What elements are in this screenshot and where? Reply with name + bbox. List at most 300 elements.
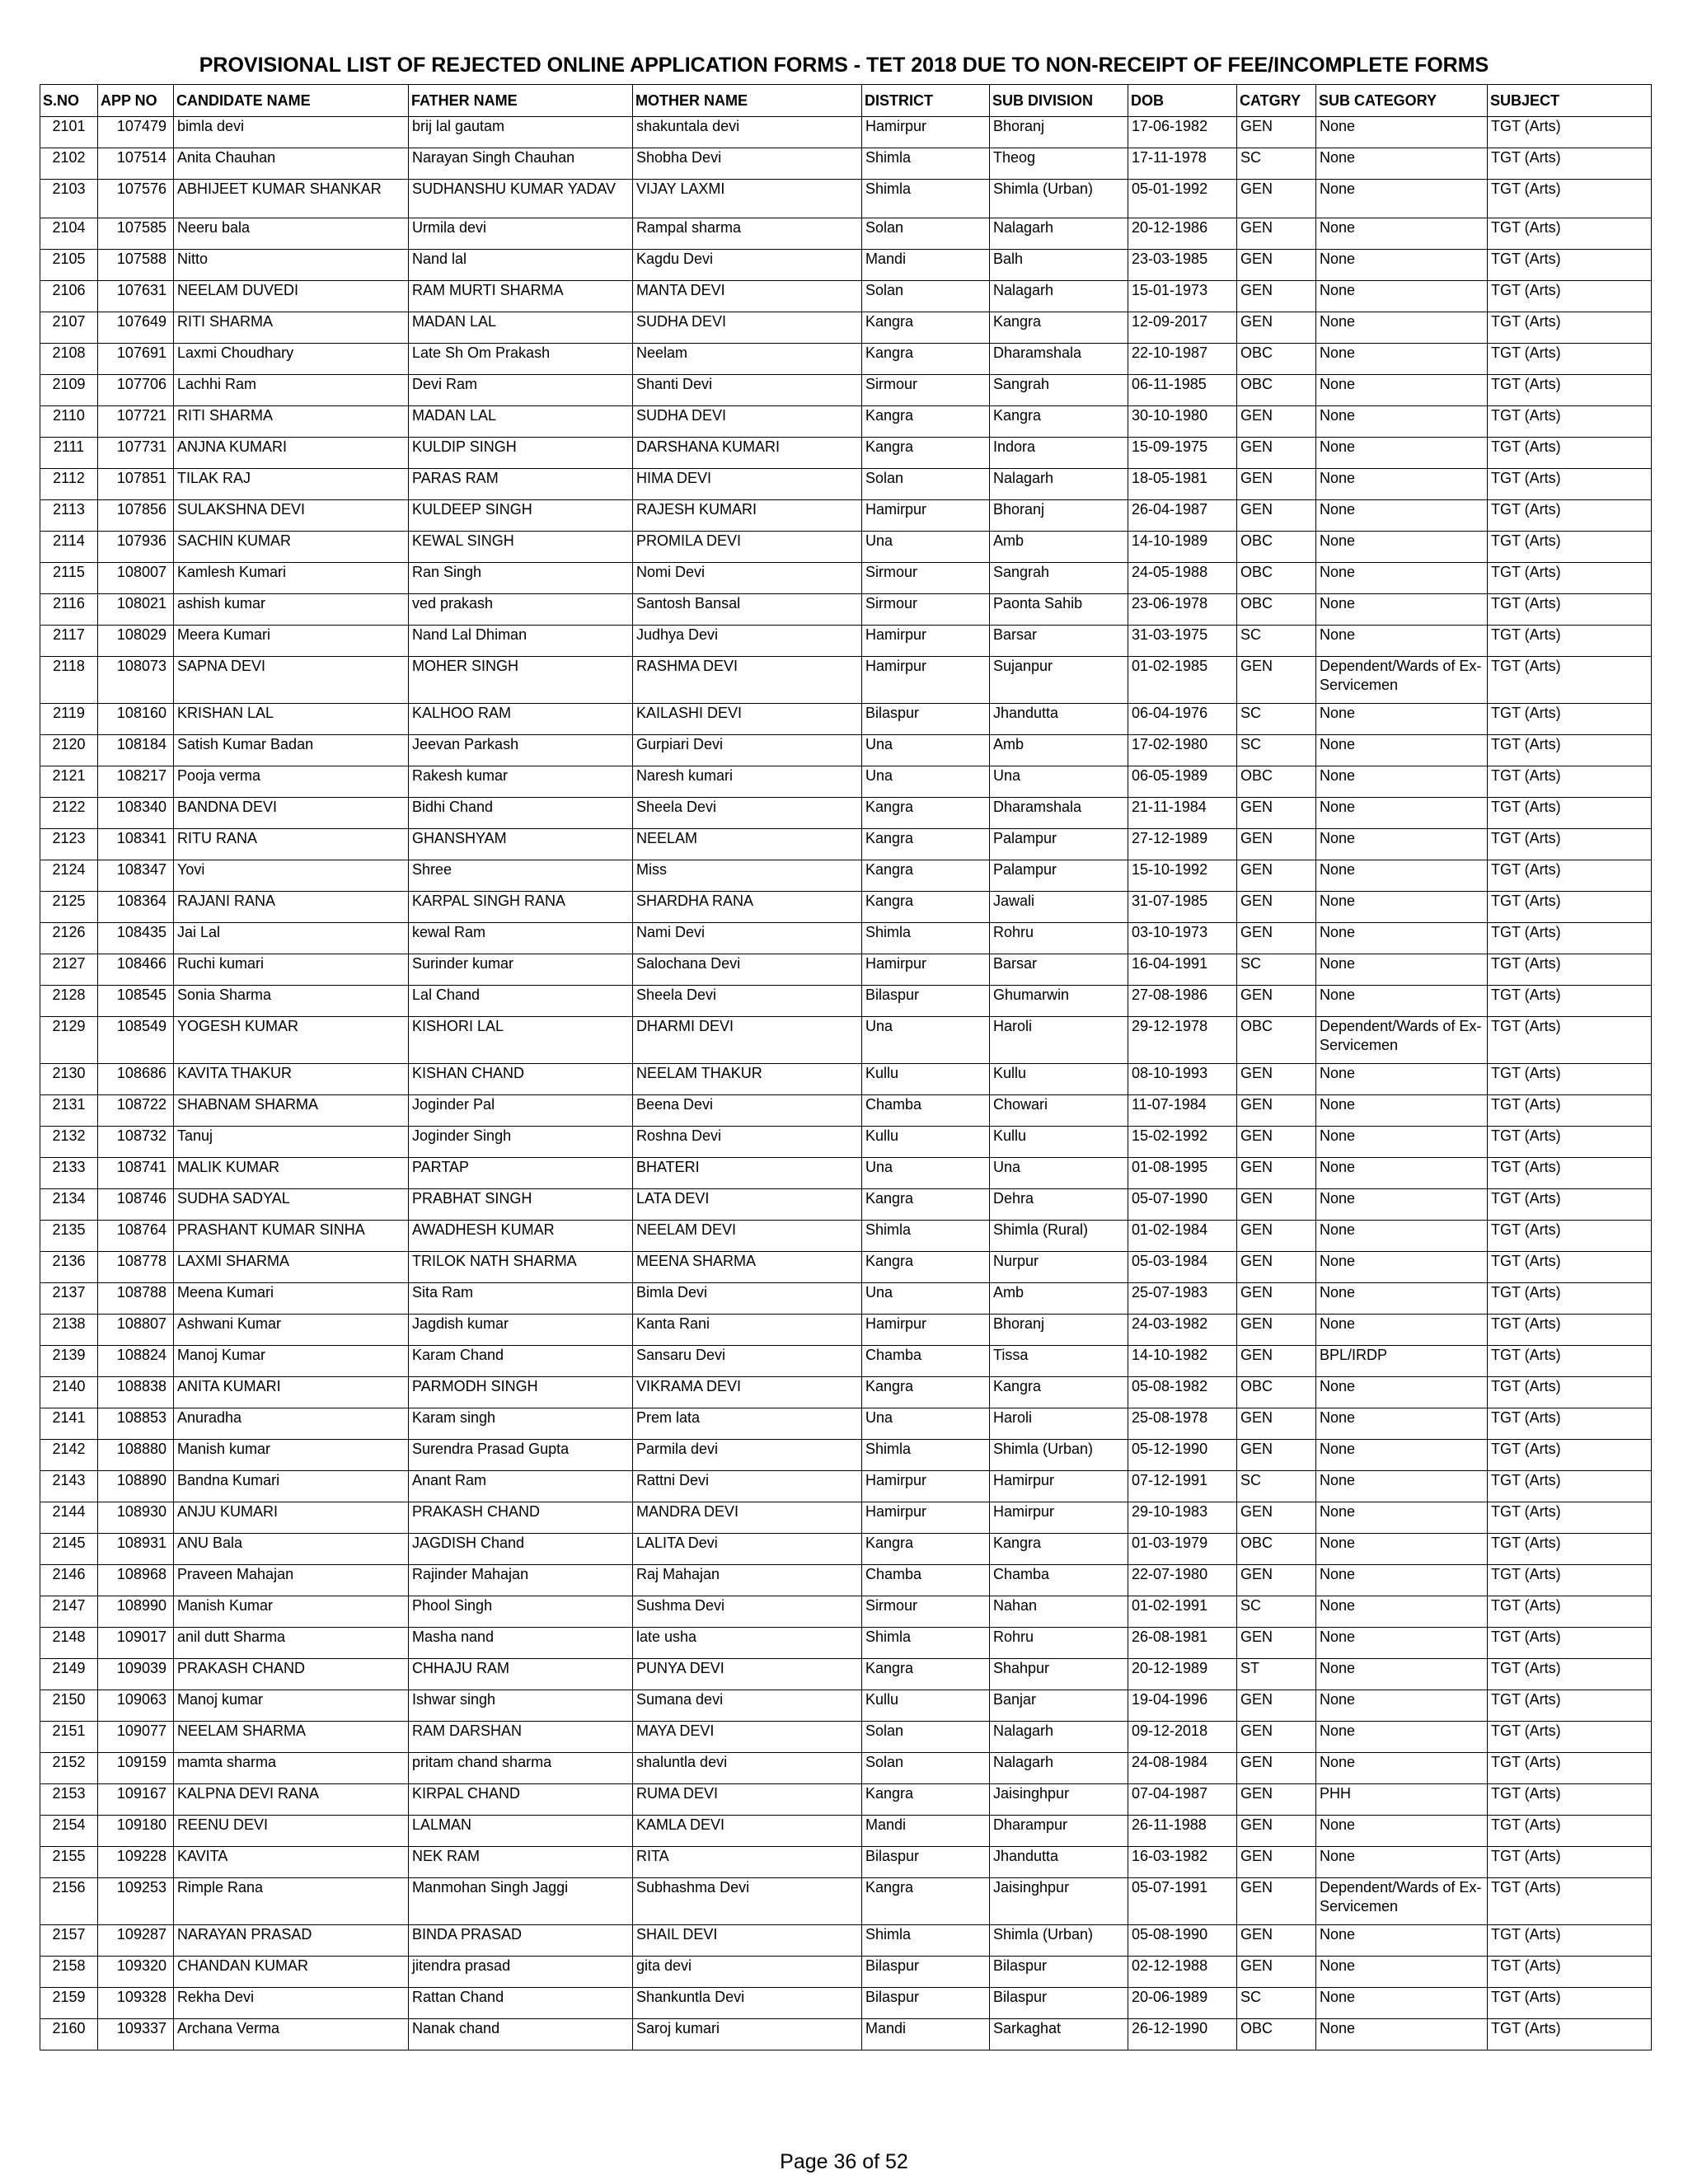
cell-mother-name: NEELAM DEVI (633, 1221, 862, 1252)
cell-category: GEN (1237, 312, 1316, 344)
table-row (40, 1816, 1652, 1847)
cell-sub-category: None (1316, 469, 1488, 500)
cell-subject: TGT (Arts) (1488, 344, 1652, 375)
cell-category: GEN (1237, 117, 1316, 148)
cell-dob: 30-10-1980 (1128, 406, 1237, 438)
cell-mother-name: RITA (633, 1847, 862, 1878)
cell-mother-name: gita devi (633, 1957, 862, 1988)
cell-dob: 20-12-1986 (1128, 218, 1237, 250)
cell-district: Shimla (862, 1925, 990, 1957)
cell-mother-name: NEELAM THAKUR (633, 1064, 862, 1095)
cell-mother-name: Salochana Devi (633, 954, 862, 986)
cell-sub-category: None (1316, 766, 1488, 798)
cell-sub-division: Kangra (990, 312, 1128, 344)
cell-subject: TGT (Arts) (1488, 180, 1652, 218)
cell-sub-division: Nalagarh (990, 281, 1128, 312)
cell-app-no: 109159 (98, 1753, 174, 1784)
table-row (40, 532, 1652, 563)
cell-app-no: 108778 (98, 1252, 174, 1283)
table-row (40, 344, 1652, 375)
cell-app-no: 108890 (98, 1471, 174, 1502)
cell-category: GEN (1237, 1127, 1316, 1158)
cell-category: SC (1237, 1988, 1316, 2019)
cell-father-name: ved prakash (409, 594, 633, 626)
cell-category: OBC (1237, 2019, 1316, 2050)
cell-app-no: 108364 (98, 892, 174, 923)
cell-mother-name: Prem lata (633, 1408, 862, 1440)
cell-category: OBC (1237, 1017, 1316, 1064)
cell-district: Kullu (862, 1690, 990, 1722)
cell-mother-name: Bimla Devi (633, 1283, 862, 1315)
cell-category: GEN (1237, 218, 1316, 250)
cell-sub-division: Nalagarh (990, 218, 1128, 250)
cell-father-name: Nand lal (409, 250, 633, 281)
cell-sno: 2126 (40, 923, 98, 954)
cell-app-no: 108466 (98, 954, 174, 986)
cell-sub-division: Dharampur (990, 1816, 1128, 1847)
table-row (40, 1471, 1652, 1502)
cell-app-no: 109328 (98, 1988, 174, 2019)
cell-father-name: Masha nand (409, 1628, 633, 1659)
cell-district: Kangra (862, 312, 990, 344)
cell-dob: 06-11-1985 (1128, 375, 1237, 406)
cell-sub-division: Palampur (990, 829, 1128, 860)
cell-dob: 01-02-1985 (1128, 657, 1237, 704)
table-row (40, 954, 1652, 986)
table-row (40, 735, 1652, 766)
cell-category: GEN (1237, 469, 1316, 500)
cell-candidate-name: RITU RANA (174, 829, 409, 860)
cell-father-name: Rajinder Mahajan (409, 1565, 633, 1596)
cell-district: Kullu (862, 1064, 990, 1095)
table-row (40, 1095, 1652, 1127)
cell-mother-name: NEELAM (633, 829, 862, 860)
table-row (40, 986, 1652, 1017)
table-row (40, 1847, 1652, 1878)
cell-subject: TGT (Arts) (1488, 1659, 1652, 1690)
cell-sno: 2110 (40, 406, 98, 438)
cell-app-no: 107691 (98, 344, 174, 375)
cell-sub-division: Una (990, 1158, 1128, 1189)
cell-app-no: 108880 (98, 1440, 174, 1471)
table-row (40, 1283, 1652, 1315)
cell-candidate-name: Manoj kumar (174, 1690, 409, 1722)
cell-candidate-name: SHABNAM SHARMA (174, 1095, 409, 1127)
col-header-father-name: FATHER NAME (409, 85, 633, 117)
table-row (40, 1346, 1652, 1377)
table-row (40, 1878, 1652, 1925)
cell-district: Una (862, 1283, 990, 1315)
table-row (40, 469, 1652, 500)
cell-district: Una (862, 1017, 990, 1064)
cell-candidate-name: Rekha Devi (174, 1988, 409, 2019)
cell-app-no: 108931 (98, 1534, 174, 1565)
cell-sno: 2135 (40, 1221, 98, 1252)
cell-mother-name: KAILASHI DEVI (633, 704, 862, 735)
cell-sub-category: None (1316, 892, 1488, 923)
cell-dob: 25-08-1978 (1128, 1408, 1237, 1440)
cell-category: GEN (1237, 829, 1316, 860)
cell-sub-category: None (1316, 1315, 1488, 1346)
cell-app-no: 108838 (98, 1377, 174, 1408)
cell-father-name: GHANSHYAM (409, 829, 633, 860)
cell-candidate-name: MALIK KUMAR (174, 1158, 409, 1189)
cell-sub-category: None (1316, 1753, 1488, 1784)
cell-mother-name: Miss (633, 860, 862, 892)
cell-district: Kangra (862, 438, 990, 469)
cell-sno: 2138 (40, 1315, 98, 1346)
cell-dob: 05-08-1982 (1128, 1377, 1237, 1408)
cell-dob: 29-12-1978 (1128, 1017, 1237, 1064)
table-row (40, 1753, 1652, 1784)
cell-subject: TGT (Arts) (1488, 1816, 1652, 1847)
cell-candidate-name: Ashwani Kumar (174, 1315, 409, 1346)
cell-category: OBC (1237, 1377, 1316, 1408)
cell-mother-name: MEENA SHARMA (633, 1252, 862, 1283)
cell-father-name: Phool Singh (409, 1596, 633, 1628)
cell-father-name: Manmohan Singh Jaggi (409, 1878, 633, 1925)
cell-subject: TGT (Arts) (1488, 892, 1652, 923)
table-row (40, 250, 1652, 281)
cell-app-no: 108073 (98, 657, 174, 704)
cell-sub-category: None (1316, 1252, 1488, 1283)
cell-father-name: LALMAN (409, 1816, 633, 1847)
cell-candidate-name: SACHIN KUMAR (174, 532, 409, 563)
table-row (40, 1502, 1652, 1534)
cell-sno: 2152 (40, 1753, 98, 1784)
cell-subject: TGT (Arts) (1488, 798, 1652, 829)
cell-app-no: 108824 (98, 1346, 174, 1377)
cell-father-name: AWADHESH KUMAR (409, 1221, 633, 1252)
table-row (40, 704, 1652, 735)
cell-district: Bilaspur (862, 1957, 990, 1988)
cell-father-name: KARPAL SINGH RANA (409, 892, 633, 923)
cell-sub-category: PHH (1316, 1784, 1488, 1816)
cell-sub-division: Jhandutta (990, 1847, 1128, 1878)
cell-sub-category: None (1316, 1471, 1488, 1502)
cell-mother-name: BHATERI (633, 1158, 862, 1189)
cell-sub-division: Ghumarwin (990, 986, 1128, 1017)
cell-father-name: Nanak chand (409, 2019, 633, 2050)
cell-category: GEN (1237, 1346, 1316, 1377)
cell-dob: 22-10-1987 (1128, 344, 1237, 375)
cell-dob: 24-08-1984 (1128, 1753, 1237, 1784)
cell-candidate-name: Manish Kumar (174, 1596, 409, 1628)
cell-sub-division: Hamirpur (990, 1502, 1128, 1534)
cell-sub-division: Nalagarh (990, 469, 1128, 500)
cell-mother-name: Naresh kumari (633, 766, 862, 798)
cell-category: GEN (1237, 1878, 1316, 1925)
table-row (40, 148, 1652, 180)
cell-sub-category: Dependent/Wards of Ex-Servicemen (1316, 657, 1488, 704)
cell-category: GEN (1237, 250, 1316, 281)
table-row (40, 829, 1652, 860)
cell-district: Solan (862, 281, 990, 312)
cell-father-name: PARMODH SINGH (409, 1377, 633, 1408)
cell-sno: 2105 (40, 250, 98, 281)
cell-sub-division: Una (990, 766, 1128, 798)
cell-sub-category: None (1316, 1925, 1488, 1957)
cell-sub-category: None (1316, 2019, 1488, 2050)
cell-district: Bilaspur (862, 986, 990, 1017)
cell-dob: 17-06-1982 (1128, 117, 1237, 148)
cell-father-name: KULDIP SINGH (409, 438, 633, 469)
cell-district: Kangra (862, 892, 990, 923)
cell-category: OBC (1237, 1534, 1316, 1565)
table-row (40, 1408, 1652, 1440)
cell-sub-division: Hamirpur (990, 1471, 1128, 1502)
cell-mother-name: LATA DEVI (633, 1189, 862, 1221)
cell-subject: TGT (Arts) (1488, 1440, 1652, 1471)
cell-father-name: Rakesh kumar (409, 766, 633, 798)
cell-sub-category: None (1316, 312, 1488, 344)
cell-sub-category: None (1316, 1189, 1488, 1221)
cell-sno: 2132 (40, 1127, 98, 1158)
cell-dob: 05-03-1984 (1128, 1252, 1237, 1283)
cell-district: Chamba (862, 1095, 990, 1127)
cell-candidate-name: ANJU KUMARI (174, 1502, 409, 1534)
cell-sub-division: Barsar (990, 954, 1128, 986)
cell-subject: TGT (Arts) (1488, 923, 1652, 954)
cell-sub-division: Sangrah (990, 563, 1128, 594)
cell-sno: 2155 (40, 1847, 98, 1878)
cell-app-no: 108746 (98, 1189, 174, 1221)
cell-candidate-name: TILAK RAJ (174, 469, 409, 500)
cell-father-name: KEWAL SINGH (409, 532, 633, 563)
cell-sno: 2159 (40, 1988, 98, 2019)
cell-mother-name: Saroj kumari (633, 2019, 862, 2050)
cell-category: GEN (1237, 180, 1316, 218)
cell-mother-name: SUDHA DEVI (633, 406, 862, 438)
cell-category: GEN (1237, 1753, 1316, 1784)
cell-dob: 15-01-1973 (1128, 281, 1237, 312)
cell-sno: 2157 (40, 1925, 98, 1957)
cell-mother-name: Sumana devi (633, 1690, 862, 1722)
cell-mother-name: Raj Mahajan (633, 1565, 862, 1596)
table-row (40, 1659, 1652, 1690)
cell-dob: 05-07-1991 (1128, 1878, 1237, 1925)
table-row (40, 1690, 1652, 1722)
cell-candidate-name: Nitto (174, 250, 409, 281)
cell-subject: TGT (Arts) (1488, 1064, 1652, 1095)
cell-mother-name: Neelam (633, 344, 862, 375)
cell-subject: TGT (Arts) (1488, 469, 1652, 500)
cell-dob: 14-10-1982 (1128, 1346, 1237, 1377)
cell-mother-name: KAMLA DEVI (633, 1816, 862, 1847)
cell-sub-division: Amb (990, 1283, 1128, 1315)
cell-mother-name: Beena Devi (633, 1095, 862, 1127)
cell-dob: 23-06-1978 (1128, 594, 1237, 626)
cell-subject: TGT (Arts) (1488, 1189, 1652, 1221)
cell-app-no: 107631 (98, 281, 174, 312)
col-header-sno: S.NO (40, 85, 98, 117)
col-header-mother-name: MOTHER NAME (633, 85, 862, 117)
cell-sub-division: Dharamshala (990, 798, 1128, 829)
cell-district: Kangra (862, 860, 990, 892)
cell-dob: 05-01-1992 (1128, 180, 1237, 218)
cell-category: OBC (1237, 375, 1316, 406)
cell-sno: 2139 (40, 1346, 98, 1377)
cell-sub-category: None (1316, 1816, 1488, 1847)
cell-candidate-name: NEELAM DUVEDI (174, 281, 409, 312)
cell-sub-division: Chamba (990, 1565, 1128, 1596)
cell-sub-category: BPL/IRDP (1316, 1346, 1488, 1377)
cell-sub-category: None (1316, 1283, 1488, 1315)
cell-subject: TGT (Arts) (1488, 532, 1652, 563)
cell-category: GEN (1237, 281, 1316, 312)
cell-father-name: CHHAJU RAM (409, 1659, 633, 1690)
cell-mother-name: MANTA DEVI (633, 281, 862, 312)
cell-category: GEN (1237, 438, 1316, 469)
cell-sno: 2127 (40, 954, 98, 986)
cell-dob: 15-10-1992 (1128, 860, 1237, 892)
cell-dob: 24-03-1982 (1128, 1315, 1237, 1346)
cell-sub-category: None (1316, 148, 1488, 180)
cell-candidate-name: ashish kumar (174, 594, 409, 626)
cell-district: Hamirpur (862, 657, 990, 704)
cell-dob: 12-09-2017 (1128, 312, 1237, 344)
cell-candidate-name: Yovi (174, 860, 409, 892)
cell-subject: TGT (Arts) (1488, 626, 1652, 657)
table-row (40, 1127, 1652, 1158)
cell-sub-division: Kullu (990, 1064, 1128, 1095)
cell-subject: TGT (Arts) (1488, 1346, 1652, 1377)
cell-candidate-name: Kamlesh Kumari (174, 563, 409, 594)
cell-district: Sirmour (862, 563, 990, 594)
cell-district: Chamba (862, 1346, 990, 1377)
cell-district: Una (862, 1408, 990, 1440)
cell-mother-name: Sushma Devi (633, 1596, 862, 1628)
cell-sub-category: None (1316, 1440, 1488, 1471)
cell-father-name: Joginder Singh (409, 1127, 633, 1158)
cell-subject: TGT (Arts) (1488, 500, 1652, 532)
cell-app-no: 107576 (98, 180, 174, 218)
cell-app-no: 108435 (98, 923, 174, 954)
cell-district: Solan (862, 1753, 990, 1784)
cell-sno: 2144 (40, 1502, 98, 1534)
cell-subject: TGT (Arts) (1488, 735, 1652, 766)
cell-candidate-name: PRAKASH CHAND (174, 1659, 409, 1690)
cell-subject: TGT (Arts) (1488, 563, 1652, 594)
cell-sub-division: Sarkaghat (990, 2019, 1128, 2050)
cell-app-no: 107851 (98, 469, 174, 500)
cell-category: SC (1237, 1596, 1316, 1628)
cell-mother-name: Rattni Devi (633, 1471, 862, 1502)
cell-district: Sirmour (862, 1596, 990, 1628)
cell-sub-division: Kullu (990, 1127, 1128, 1158)
cell-sub-category: None (1316, 1988, 1488, 2019)
cell-candidate-name: Pooja verma (174, 766, 409, 798)
cell-sub-category: None (1316, 1377, 1488, 1408)
cell-district: Kangra (862, 1377, 990, 1408)
cell-app-no: 108807 (98, 1315, 174, 1346)
cell-district: Kangra (862, 798, 990, 829)
cell-district: Sirmour (862, 375, 990, 406)
table-row (40, 798, 1652, 829)
cell-subject: TGT (Arts) (1488, 766, 1652, 798)
cell-subject: TGT (Arts) (1488, 250, 1652, 281)
cell-mother-name: late usha (633, 1628, 862, 1659)
cell-father-name: KULDEEP SINGH (409, 500, 633, 532)
cell-candidate-name: Anita Chauhan (174, 148, 409, 180)
cell-father-name: Ishwar singh (409, 1690, 633, 1722)
cell-mother-name: shakuntala devi (633, 117, 862, 148)
cell-dob: 01-02-1991 (1128, 1596, 1237, 1628)
cell-sub-division: Theog (990, 148, 1128, 180)
cell-sno: 2149 (40, 1659, 98, 1690)
cell-father-name: PRAKASH CHAND (409, 1502, 633, 1534)
cell-sno: 2118 (40, 657, 98, 704)
cell-dob: 06-04-1976 (1128, 704, 1237, 735)
cell-father-name: PARTAP (409, 1158, 633, 1189)
cell-candidate-name: NEELAM SHARMA (174, 1722, 409, 1753)
cell-dob: 20-06-1989 (1128, 1988, 1237, 2019)
cell-father-name: Rattan Chand (409, 1988, 633, 2019)
cell-mother-name: SUDHA DEVI (633, 312, 862, 344)
cell-father-name: BINDA PRASAD (409, 1925, 633, 1957)
cell-sno: 2143 (40, 1471, 98, 1502)
cell-app-no: 108930 (98, 1502, 174, 1534)
cell-father-name: Devi Ram (409, 375, 633, 406)
cell-mother-name: Roshna Devi (633, 1127, 862, 1158)
cell-dob: 24-05-1988 (1128, 563, 1237, 594)
cell-father-name: Joginder Pal (409, 1095, 633, 1127)
cell-category: SC (1237, 626, 1316, 657)
cell-sub-category: None (1316, 344, 1488, 375)
cell-candidate-name: SUDHA SADYAL (174, 1189, 409, 1221)
cell-category: SC (1237, 1471, 1316, 1502)
cell-sub-category: None (1316, 1722, 1488, 1753)
cell-subject: TGT (Arts) (1488, 1252, 1652, 1283)
cell-subject: TGT (Arts) (1488, 1628, 1652, 1659)
cell-candidate-name: KAVITA THAKUR (174, 1064, 409, 1095)
cell-sub-category: None (1316, 1064, 1488, 1095)
cell-category: GEN (1237, 500, 1316, 532)
cell-sub-category: None (1316, 117, 1488, 148)
cell-dob: 01-02-1984 (1128, 1221, 1237, 1252)
cell-mother-name: Santosh Bansal (633, 594, 862, 626)
table-row (40, 406, 1652, 438)
cell-district: Bilaspur (862, 704, 990, 735)
cell-sub-division: Sangrah (990, 375, 1128, 406)
cell-subject: TGT (Arts) (1488, 281, 1652, 312)
cell-sub-category: None (1316, 281, 1488, 312)
cell-sno: 2145 (40, 1534, 98, 1565)
table-row (40, 117, 1652, 148)
cell-dob: 26-11-1988 (1128, 1816, 1237, 1847)
cell-sub-category: None (1316, 1534, 1488, 1565)
cell-sub-division: Balh (990, 250, 1128, 281)
cell-subject: TGT (Arts) (1488, 1753, 1652, 1784)
cell-sno: 2101 (40, 117, 98, 148)
cell-subject: TGT (Arts) (1488, 594, 1652, 626)
cell-subject: TGT (Arts) (1488, 312, 1652, 344)
cell-sub-division: Bhoranj (990, 1315, 1128, 1346)
cell-mother-name: shaluntla devi (633, 1753, 862, 1784)
cell-candidate-name: Rimple Rana (174, 1878, 409, 1925)
cell-sub-division: Dehra (990, 1189, 1128, 1221)
cell-sub-category: None (1316, 923, 1488, 954)
cell-father-name: Bidhi Chand (409, 798, 633, 829)
cell-sub-division: Shimla (Urban) (990, 180, 1128, 218)
cell-sub-division: Jhandutta (990, 704, 1128, 735)
cell-category: GEN (1237, 1816, 1316, 1847)
cell-sub-category: None (1316, 798, 1488, 829)
cell-mother-name: Sheela Devi (633, 986, 862, 1017)
table-row (40, 1064, 1652, 1095)
table-row (40, 563, 1652, 594)
cell-district: Shimla (862, 923, 990, 954)
